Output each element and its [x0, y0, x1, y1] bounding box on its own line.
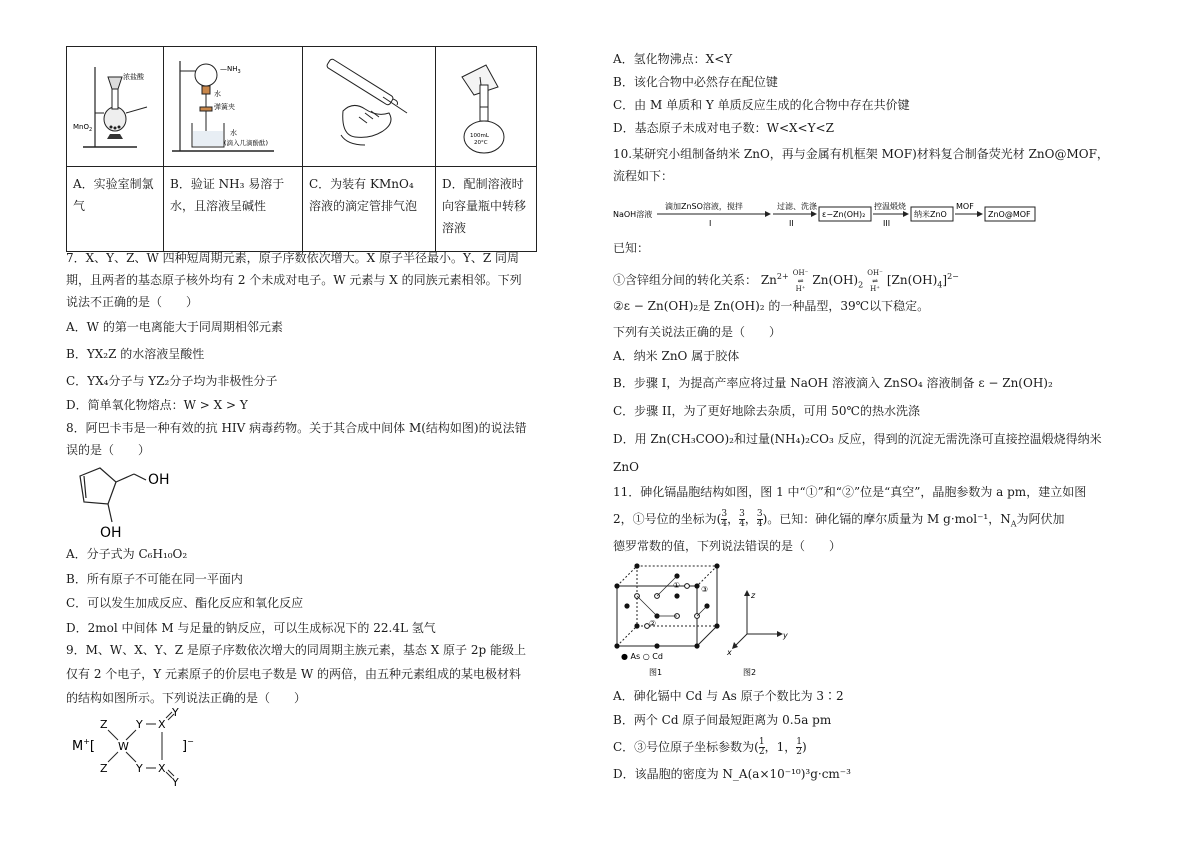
- caption-d: D．配制溶液时向容量瓶中转移溶液: [436, 167, 537, 252]
- axis-z-label: z: [751, 591, 756, 600]
- volumetric-flask-illustration: [436, 47, 536, 163]
- axis-y-label: y: [783, 631, 788, 640]
- flow-step4-label: MOF: [956, 202, 974, 211]
- flow-step3-label: 控温煅烧: [874, 202, 906, 211]
- flow-step1-number: I: [709, 219, 712, 228]
- q8-option-c: C．可以发生加成反应、酯化反应和氧化反应: [66, 596, 304, 610]
- flow-step1-label: 滴加ZnSO溶液，搅拌: [665, 202, 743, 211]
- fig1-legend: ● As ○ Cd: [621, 652, 663, 661]
- q10-known-1: ①含锌组分间的转化关系： $Zn^{2+}$ OH⁻ ⇌ H⁺ $Zn(OH)_2$ OH⁻ ⇌ H⁺ $[Zn(OH)_4]^{2-}$: [613, 268, 959, 293]
- q7-option-b: B．YX₂Z 的水溶液呈酸性: [66, 347, 205, 361]
- water-label: 水: [214, 90, 221, 98]
- experiment-table: [66, 46, 537, 252]
- flow-box-zn-oh2: ε−Zn(OH)₂: [822, 210, 866, 219]
- ammonia-fountain-illustration: [164, 47, 302, 163]
- q10-option-d-line-1: D．用 Zn(CH₃COO)₂和过量(NH₄)₂CO₃ 反应，得到的沉淀无需洗涤可直接控温煅烧得纳米: [613, 432, 1102, 446]
- equilibrium-arrow-2: OH⁻ ⇌ H⁺: [867, 268, 883, 293]
- chlorine-apparatus-illustration: [67, 47, 163, 163]
- fig1-caption: 图1: [649, 668, 663, 677]
- q7-stem-line-3: 说法不正确的是（ ）: [66, 295, 199, 309]
- q8-stem-line-1: 8．阿巴卡韦是一种有效的抗 HIV 病毒药物。关于其合成中间体 M(结构如图)的说法错: [66, 421, 527, 435]
- caption-a: A．实验室制氯气: [67, 167, 164, 252]
- position-1-label: ①: [673, 581, 681, 590]
- cadmium-arsenide-unit-cell: [613, 562, 823, 680]
- caption-row: [67, 167, 537, 252]
- hydroxyl-label-1: OH: [148, 472, 170, 488]
- coord-fraction-half-x: $\frac{1}{2}$: [758, 737, 765, 757]
- q7-option-a: A．W 的第一电离能大于同周期相邻元素: [66, 320, 283, 334]
- atom-w: W: [118, 740, 129, 753]
- spring-clip-label: 弹簧夹: [214, 103, 235, 111]
- q11-option-a: A．砷化镉中 Cd 与 As 原子个数比为 3∶2: [613, 689, 844, 703]
- atom-y-top: Y: [136, 718, 143, 731]
- q10-stem-line-2: 流程如下：: [613, 169, 674, 183]
- figure-a-chlorine: [67, 47, 164, 167]
- q9-option-d: D．基态原子未成对电子数：W<X<Y<Z: [613, 121, 834, 135]
- q10-stem-line-1: 10.某研究小组制备纳米 ZnO，再与金属有机框架 MOF)材料复合制备荧光材 ZnO@MOF，: [613, 147, 1109, 161]
- water-label-2: 水: [230, 129, 237, 137]
- equilibrium-arrow-1: OH⁻ ⇌ H⁺: [792, 268, 809, 293]
- q10-question: 下列有关说法正确的是（ ）: [613, 325, 782, 339]
- cation-m: M+[: [72, 737, 95, 754]
- position-2-label: ②: [649, 619, 657, 628]
- atom-z-bottom: Z: [100, 762, 108, 775]
- phenolphthalein-label: (滴入几滴酚酞): [224, 139, 269, 147]
- q10-known-heading: 已知：: [613, 241, 650, 255]
- q9-option-b: B．该化合物中必然存在配位键: [613, 75, 778, 89]
- q9-stem-line-3: 的结构如图所示。下列说法正确的是（ ）: [66, 691, 307, 705]
- axis-x-label: x: [727, 648, 732, 657]
- q8-option-d: D．2mol 中间体 M 与足量的钠反应，可以生成标况下的 22.4L 氢气: [66, 621, 436, 635]
- atom-y-bottom: Y: [136, 762, 143, 775]
- q10-option-b: B．步骤 I，为提高产率应将过量 NaOH 溶液滴入 ZnSO₄ 溶液制备 ε − Zn(OH)₂: [613, 376, 1053, 390]
- q8-option-a: A．分子式为 C₆H₁₀O₂: [66, 547, 188, 561]
- atom-y-far-top: Y: [172, 708, 179, 719]
- q7-option-c: C．YX₄分子与 YZ₂分子均为非极性分子: [66, 374, 278, 388]
- q8-stem-line-2: 误的是（ ）: [66, 443, 151, 457]
- q11-stem-line-3: 德罗常数的值，下列说法错误的是（ ）: [613, 539, 842, 553]
- atom-y-far-bottom: Y: [172, 776, 179, 788]
- q10-option-c: C．步骤 II，为了更好地除去杂质，可用 50℃的热水洗涤: [613, 404, 920, 418]
- coord-fraction-y: $\frac{3}{4}$: [739, 509, 745, 529]
- fig2-caption: 图2: [743, 668, 757, 677]
- compound-m-structure: [66, 462, 206, 542]
- unit-cell-figure-1: [614, 563, 719, 677]
- flow-step2-label: 过滤、洗涤: [777, 202, 817, 211]
- q10-known-2: ②ε − Zn(OH)₂是 Zn(OH)₂ 的一种晶型，39℃以下稳定。: [613, 299, 930, 313]
- position-3-label: ③: [701, 585, 709, 594]
- hydroxyl-label-2: OH: [100, 525, 122, 541]
- conc-hcl-label: 浓盐酸: [123, 73, 144, 81]
- flow-step3-number: III: [883, 219, 891, 228]
- q7-option-d: D．简单氧化物熔点：W > X > Y: [66, 398, 248, 412]
- anion-bracket: ]−: [182, 737, 194, 754]
- flask-temp-label: 20°C: [474, 140, 488, 146]
- q9-option-a: A．氢化物沸点：X<Y: [613, 52, 733, 66]
- coord-fraction-x: $\frac{3}{4}$: [721, 509, 728, 529]
- q10-option-a: A．纳米 ZnO 属于胶体: [613, 349, 740, 363]
- q10-option-d-line-2: ZnO: [613, 460, 639, 474]
- coord-fraction-z: $\frac{3}{4}$: [756, 509, 763, 529]
- q7-stem-line-2: 期，且两者的基态原子核外均有 2 个未成对电子。W 元素与 X 的同族元素相邻。下列: [66, 273, 522, 287]
- figure-c-burette: [303, 47, 436, 167]
- q8-option-b: B．所有原子不可能在同一平面内: [66, 572, 243, 586]
- atom-x-top: X: [158, 718, 166, 731]
- caption-c: C．为装有 KMnO₄ 溶液的滴定管排气泡: [303, 167, 436, 252]
- flow-box-zno-mof: ZnO@MOF: [988, 210, 1031, 219]
- burette-bubble-illustration: [303, 47, 435, 163]
- figure-b-ammonia: [164, 47, 303, 167]
- atom-z-top: Z: [100, 718, 108, 731]
- q11-option-b: B．两个 Cd 原子间最短距离为 0.5a pm: [613, 713, 832, 727]
- figure-row: [67, 47, 537, 167]
- mno2-label: MnO$_2$: [73, 123, 93, 133]
- figure-d-volumetric-flask: [436, 47, 537, 167]
- q7-stem-line-1: 7．X、Y、Z、W 四种短周期元素，原子序数依次增大。X 原子半径最小。Y、Z 同周: [66, 251, 520, 265]
- atom-x-bottom: X: [158, 762, 166, 775]
- q11-stem-line-2: 2，①号位的坐标为( $\frac{3}{4}$ ， $\frac{3}{4}$ ， $\frac{3}{4}$ )。已知：砷化镉的摩尔质量为 M g·mol⁻¹，$N_A$为阿伏加: [613, 509, 1065, 529]
- coord-fraction-half-z: $\frac{1}{2}$: [796, 737, 802, 757]
- q11-option-d: D．该晶胞的密度为 N_A(a×10⁻¹⁰)³g·cm⁻³: [613, 767, 851, 781]
- q11-stem-line-1: 11．砷化镉晶胞结构如图，图 1 中“①”和“②”位是“真空”，晶胞参数为 a pm，建立如图: [613, 485, 1087, 499]
- flow-step2-number: II: [789, 219, 794, 228]
- q11-option-c: C．③号位原子坐标参数为( $\frac{1}{2}$ ，1， $\frac{1}{2}$ ): [613, 737, 807, 757]
- flow-box-nano-zno: 纳米ZnO: [914, 210, 947, 219]
- electrode-material-structure: [70, 708, 220, 788]
- nh3-label: $—NH_3$: [220, 65, 241, 75]
- q9-stem-line-1: 9．M、W、X、Y、Z 是原子序数依次增大的同周期主族元素，基态 X 原子 2p 能级上: [66, 643, 526, 657]
- flask-volume-label: 100mL: [470, 133, 489, 139]
- process-flowchart: [613, 196, 1043, 232]
- coordinate-axes-figure-2: [726, 590, 788, 677]
- q9-option-c: C．由 M 单质和 Y 单质反应生成的化合物中存在共价键: [613, 98, 910, 112]
- caption-b: B．验证 NH₃ 易溶于水，且溶液呈碱性: [164, 167, 303, 252]
- flow-start: NaOH溶液: [613, 210, 653, 219]
- q9-stem-line-2: 仅有 2 个电子，Y 元素原子的价层电子数是 W 的两倍，由五种元素组成的某电极材料: [66, 667, 521, 681]
